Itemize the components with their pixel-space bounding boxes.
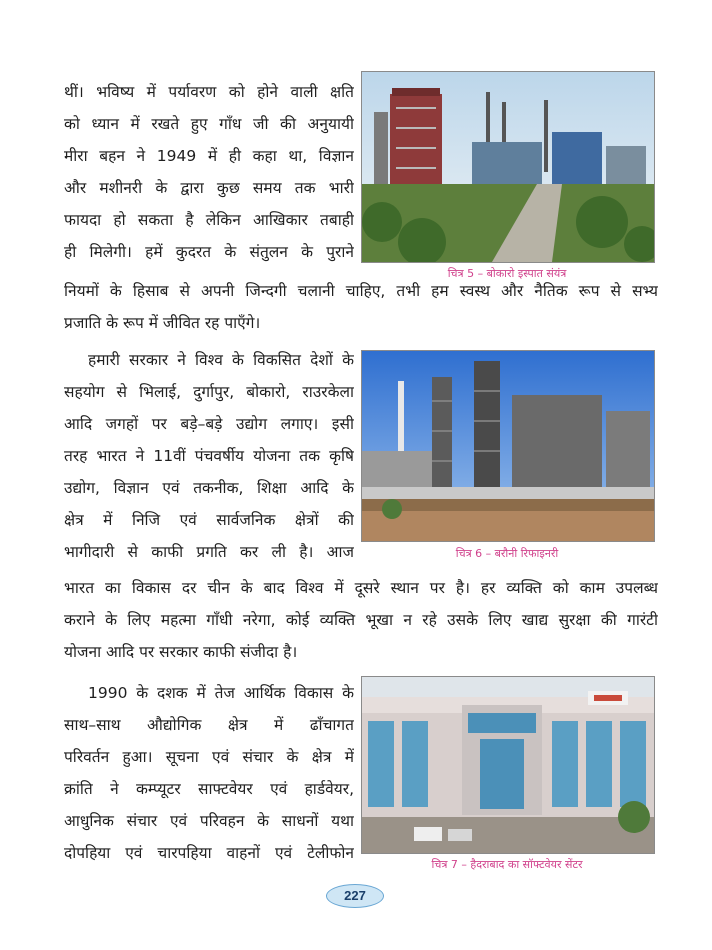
text-line: आधुनिक संचार एवं परिवहन के साधनों यथा — [64, 812, 354, 830]
text-line: भारत का विकास दर चीन के बाद विश्व में दूसरे स्थान पर है। हर व्यक्ति को काम उपलब्ध — [64, 579, 658, 597]
text-line: उद्योग, विज्ञान एवं तकनीक, शिक्षा आदि के — [64, 479, 354, 497]
text-line: दोपहिया एवं चारपहिया वाहनों एवं टेलीफोन — [64, 844, 354, 862]
text-line: परिवर्तन हुआ। सूचना एवं संचार के क्षेत्र में — [64, 748, 354, 766]
text-line: भागीदारी से काफी प्रगति कर ली है। आज — [64, 543, 354, 561]
text-line: कराने के लिए महत्मा गाँधी नरेगा, कोई व्यक्ति भूखा न रहे उसके लिए खाद्य सुरक्षा की गारंटी — [64, 611, 658, 629]
text-line: 1990 के दशक में तेज आर्थिक विकास के — [88, 684, 354, 702]
text-line: ही मिलेगी। हमें कुदरत के संतुलन के पुराने — [64, 243, 354, 261]
text-line: साथ–साथ औद्योगिक क्षेत्र में ढाँचागत — [64, 716, 354, 734]
text-line: प्रजाति के रूप में जीवित रह पाएँगे। — [64, 314, 261, 332]
text-line: सहयोग से भिलाई, दुर्गापुर, बोकारो, राउरकेला — [64, 383, 354, 401]
text-line: मीरा बहन ने 1949 में ही कहा था, विज्ञान — [64, 147, 354, 165]
figure-7-caption: चित्र 7 – हैदराबाद का सॉफ्टवेयर सेंटर — [431, 858, 583, 871]
text-line: फायदा हो सकता है लेकिन आखिकार तबाही — [64, 211, 354, 229]
text-line: हमारी सरकार ने विश्व के विकसित देशों के — [88, 351, 354, 369]
page-number: 227 — [326, 884, 384, 908]
figure-5-caption: चित्र 5 – बोकारो इस्पात संयंत्र — [447, 267, 567, 280]
text-line: को ध्यान में रखते हुए गाँध जी की अनुयायी — [64, 115, 354, 133]
text-line: आदि जगहों पर बड़े–बड़े उद्योग लगाए। इसी — [64, 415, 354, 433]
text-line: क्रांति ने कम्प्यूटर साफ्टवेयर एवं हार्डवेयर, — [64, 780, 354, 798]
figure-7-photo — [361, 676, 655, 854]
figure-6-caption: चित्र 6 – बरौनी रिफाइनरी — [455, 547, 559, 560]
text-line: और मशीनरी के द्वारा कुछ समय तक भारी — [64, 179, 354, 197]
text-line: क्षेत्र में निजि एवं सार्वजनिक क्षेत्रों की — [64, 511, 354, 529]
text-line: नियमों के हिसाब से अपनी जिन्दगी चलानी चाहिए, तभी हम स्वस्थ और नैतिक रूप से सभ्य — [64, 282, 658, 300]
figure-5-photo — [361, 71, 655, 263]
figure-6-photo — [361, 350, 655, 542]
text-line: तरह भारत ने 11वीं पंचवर्षीय योजना तक कृषि — [64, 447, 354, 465]
text-line: योजना आदि पर सरकार काफी संजीदा है। — [64, 643, 298, 661]
text-line: थीं। भविष्य में पर्यावरण को होने वाली क्षति — [64, 83, 354, 101]
